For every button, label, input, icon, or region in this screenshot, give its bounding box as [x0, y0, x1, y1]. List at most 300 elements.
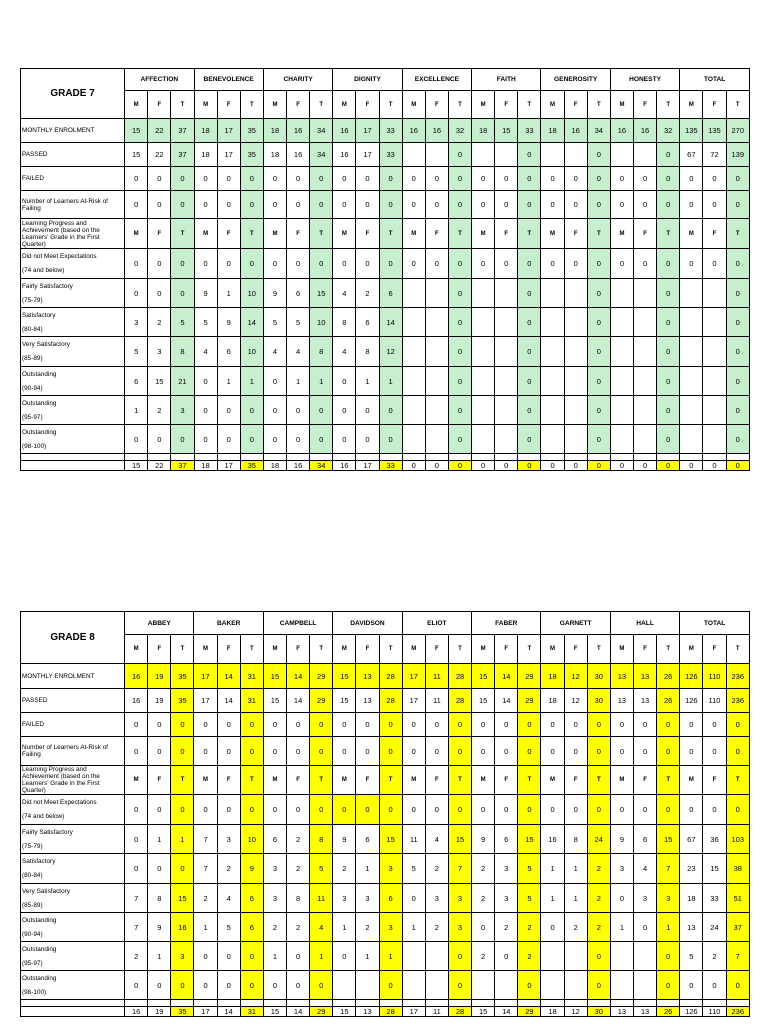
data-cell: [541, 367, 564, 396]
section-header-row: [21, 69, 750, 91]
data-cell: 1: [356, 854, 379, 884]
data-cell: 110: [703, 664, 726, 689]
section-name: BENEVOLENCE: [194, 69, 263, 91]
data-cell: 12: [564, 664, 587, 689]
data-cell: 0: [518, 425, 541, 454]
data-cell: 14: [495, 1007, 518, 1017]
gender-column-header: M: [472, 635, 495, 664]
data-cell: 8: [148, 884, 171, 913]
data-cell: [425, 942, 448, 971]
data-cell: 37: [726, 913, 749, 942]
data-cell: [402, 279, 425, 308]
data-cell: [703, 337, 726, 367]
data-cell: [472, 454, 495, 461]
grade-title: GRADE 7: [21, 69, 125, 119]
data-cell: 2: [587, 854, 610, 884]
data-cell: [634, 454, 657, 461]
data-cell: 0: [518, 971, 541, 1000]
grade-8-table: [20, 611, 750, 1017]
data-cell: [217, 454, 240, 461]
data-cell: 0: [148, 854, 171, 884]
mft-header-row: [21, 91, 750, 119]
data-cell: 17: [356, 461, 379, 471]
data-cell: 1: [333, 913, 356, 942]
data-cell: 1: [310, 942, 333, 971]
data-cell: 0: [310, 795, 333, 825]
data-cell: [425, 279, 448, 308]
data-cell: 14: [287, 1007, 310, 1017]
data-cell: 6: [125, 367, 148, 396]
row-label: [21, 825, 125, 854]
data-cell: 0: [657, 396, 680, 425]
data-cell: 0: [171, 249, 194, 279]
row-label-range: (85-89): [22, 901, 43, 909]
data-cell: 13: [633, 1007, 656, 1017]
data-cell: 28: [448, 1007, 471, 1017]
data-cell: 0: [448, 795, 471, 825]
data-cell: 4: [287, 337, 310, 367]
data-cell: [495, 1000, 518, 1007]
data-cell: 16: [287, 119, 310, 143]
data-cell: [472, 143, 495, 167]
gender-column-header: T: [171, 635, 194, 664]
data-cell: 3: [263, 854, 286, 884]
data-cell: 22: [148, 119, 171, 143]
data-cell: 4: [263, 337, 286, 367]
data-cell: 2: [125, 942, 148, 971]
gender-column-header: T: [379, 635, 402, 664]
data-cell: 8: [310, 337, 333, 367]
data-cell: 0: [217, 795, 240, 825]
row-label-text: Fairly Satisfactory: [22, 828, 73, 836]
data-cell: 13: [610, 689, 633, 713]
data-cell: 16: [541, 825, 564, 854]
data-cell: 14: [217, 664, 240, 689]
data-cell: [356, 971, 379, 1000]
gender-column-header: M: [125, 635, 148, 664]
data-cell: 0: [263, 249, 286, 279]
section-name: GARNETT: [541, 612, 610, 635]
data-cell: [310, 1000, 333, 1007]
gender-column-header: F: [633, 635, 656, 664]
data-cell: 1: [356, 367, 379, 396]
gender-column-header: F: [634, 219, 657, 249]
data-cell: 0: [448, 249, 471, 279]
data-cell: 31: [240, 689, 263, 713]
data-cell: 0: [657, 713, 680, 737]
data-cell: 0: [425, 713, 448, 737]
data-cell: 24: [703, 913, 726, 942]
data-cell: 15: [379, 825, 402, 854]
data-cell: 0: [310, 971, 333, 1000]
data-cell: 0: [194, 713, 217, 737]
data-cell: 3: [633, 884, 656, 913]
data-cell: 15: [472, 689, 495, 713]
data-cell: 0: [217, 249, 240, 279]
data-cell: [402, 1000, 425, 1007]
data-cell: [356, 1000, 379, 1007]
data-cell: 0: [610, 713, 633, 737]
gender-column-header: T: [310, 766, 333, 795]
data-cell: 14: [287, 689, 310, 713]
data-cell: 0: [333, 795, 356, 825]
section-name: AFFECTION: [125, 69, 194, 91]
gender-column-header: M: [541, 635, 564, 664]
data-cell: 0: [448, 942, 471, 971]
data-cell: 135: [703, 119, 726, 143]
data-cell: 0: [472, 191, 495, 219]
data-cell: 0: [240, 713, 263, 737]
data-cell: 15: [657, 825, 680, 854]
data-cell: 16: [564, 119, 587, 143]
data-cell: 0: [310, 191, 333, 219]
data-cell: [680, 279, 703, 308]
gender-column-header: T: [587, 766, 610, 795]
table-row: [21, 308, 750, 337]
data-cell: 0: [633, 913, 656, 942]
data-cell: 0: [657, 971, 680, 1000]
data-cell: [564, 425, 587, 454]
data-cell: 2: [287, 825, 310, 854]
row-label-range: (90-94): [22, 930, 43, 938]
data-cell: [564, 143, 587, 167]
data-cell: 2: [333, 854, 356, 884]
data-cell: 0: [287, 191, 310, 219]
data-cell: 30: [587, 664, 610, 689]
data-cell: 0: [379, 249, 402, 279]
data-cell: 17: [194, 689, 217, 713]
data-cell: 0: [703, 713, 726, 737]
data-cell: 0: [518, 396, 541, 425]
data-cell: 22: [148, 143, 171, 167]
data-cell: 0: [402, 713, 425, 737]
data-cell: 0: [703, 971, 726, 1000]
data-cell: 6: [356, 825, 379, 854]
data-cell: 0: [402, 167, 425, 191]
data-cell: [633, 1000, 656, 1007]
data-cell: 0: [148, 713, 171, 737]
data-cell: 7: [194, 825, 217, 854]
data-cell: [564, 279, 587, 308]
data-cell: 28: [379, 689, 402, 713]
data-cell: 9: [472, 825, 495, 854]
data-cell: [541, 279, 564, 308]
row-label-text: Outstanding: [22, 370, 57, 378]
data-cell: [541, 942, 564, 971]
data-cell: 0: [472, 249, 495, 279]
data-cell: 0: [657, 337, 680, 367]
row-label-range: (98-100): [22, 442, 47, 450]
data-cell: 0: [657, 795, 680, 825]
data-cell: 16: [333, 119, 356, 143]
data-cell: [518, 454, 541, 461]
row-label: Learning Progress and Achievement (based on the Learners' Grade in the First Quarter): [21, 219, 125, 249]
data-cell: 0: [564, 191, 587, 219]
data-cell: 0: [263, 795, 286, 825]
gender-column-header: T: [240, 635, 263, 664]
row-label-text: Fairly Satisfactory: [22, 282, 73, 290]
data-cell: 0: [402, 737, 425, 766]
data-cell: [541, 396, 564, 425]
data-cell: 1: [379, 367, 402, 396]
data-cell: 236: [726, 1007, 749, 1017]
row-label: [21, 279, 125, 308]
data-cell: [564, 942, 587, 971]
data-cell: 18: [263, 119, 286, 143]
data-cell: 8: [171, 337, 194, 367]
data-cell: 0: [541, 795, 564, 825]
data-cell: [310, 454, 333, 461]
data-cell: 14: [240, 308, 263, 337]
data-cell: 0: [634, 249, 657, 279]
data-cell: 16: [402, 119, 425, 143]
data-cell: 0: [587, 167, 610, 191]
data-cell: [541, 971, 564, 1000]
data-cell: 0: [726, 167, 749, 191]
data-cell: 0: [125, 795, 148, 825]
data-cell: 4: [194, 337, 217, 367]
data-cell: [703, 367, 726, 396]
data-cell: 0: [171, 425, 194, 454]
section-name: ABBEY: [125, 612, 194, 635]
data-cell: 2: [564, 913, 587, 942]
data-cell: 0: [148, 425, 171, 454]
data-cell: 139: [726, 143, 749, 167]
data-cell: 0: [610, 249, 633, 279]
data-cell: 0: [240, 425, 263, 454]
data-cell: 0: [171, 971, 194, 1000]
data-cell: [610, 279, 633, 308]
data-cell: 0: [726, 308, 749, 337]
data-cell: 6: [263, 825, 286, 854]
data-cell: 0: [518, 249, 541, 279]
gender-column-header: T: [726, 219, 749, 249]
data-cell: 4: [333, 337, 356, 367]
data-cell: 0: [333, 942, 356, 971]
data-cell: 22: [148, 461, 171, 471]
data-cell: 0: [726, 461, 749, 471]
row-label: [21, 367, 125, 396]
gender-column-header: M: [402, 635, 425, 664]
data-cell: 15: [472, 664, 495, 689]
data-cell: 15: [263, 1007, 286, 1017]
data-cell: 14: [495, 664, 518, 689]
data-cell: 0: [125, 279, 148, 308]
data-cell: 31: [240, 1007, 263, 1017]
data-cell: [587, 454, 610, 461]
data-cell: [125, 454, 148, 461]
data-cell: 15: [310, 279, 333, 308]
gender-column-header: F: [356, 91, 379, 119]
data-cell: [726, 454, 749, 461]
data-cell: [634, 367, 657, 396]
data-cell: 0: [263, 191, 286, 219]
row-label-text: Did not Meet Expectations: [22, 253, 97, 260]
data-cell: 0: [657, 425, 680, 454]
data-cell: 126: [680, 689, 703, 713]
data-cell: 8: [356, 337, 379, 367]
row-label-range: (75-79): [22, 296, 43, 304]
data-cell: 7: [448, 854, 471, 884]
data-cell: 0: [518, 713, 541, 737]
data-cell: 0: [425, 461, 448, 471]
data-cell: [634, 337, 657, 367]
data-cell: [448, 454, 471, 461]
data-cell: 0: [657, 942, 680, 971]
data-cell: 0: [171, 854, 194, 884]
table-row: [21, 795, 750, 825]
data-cell: 0: [240, 795, 263, 825]
data-cell: 0: [263, 737, 286, 766]
row-label: [21, 249, 125, 279]
data-cell: 0: [495, 191, 518, 219]
data-cell: [240, 1000, 263, 1007]
section-header-row: [21, 612, 750, 635]
data-cell: 1: [125, 396, 148, 425]
data-cell: [148, 1000, 171, 1007]
data-cell: [680, 425, 703, 454]
data-cell: [472, 337, 495, 367]
data-cell: 4: [425, 825, 448, 854]
table-row: [21, 367, 750, 396]
data-cell: 0: [402, 249, 425, 279]
data-cell: 0: [333, 425, 356, 454]
data-cell: 3: [171, 942, 194, 971]
data-cell: 28: [379, 1007, 402, 1017]
data-cell: 0: [356, 191, 379, 219]
gender-column-header: F: [495, 635, 518, 664]
data-cell: [610, 308, 633, 337]
gender-column-header: F: [148, 635, 171, 664]
data-cell: 15: [125, 461, 148, 471]
table-row: [21, 689, 750, 713]
data-cell: 16: [287, 461, 310, 471]
data-cell: 11: [425, 1007, 448, 1017]
data-cell: [402, 942, 425, 971]
row-label: [21, 454, 125, 461]
data-cell: [425, 454, 448, 461]
row-label: [21, 396, 125, 425]
gender-column-header: F: [633, 766, 656, 795]
data-cell: 15: [472, 1007, 495, 1017]
row-label-text: Did not Meet Expectations: [22, 799, 97, 806]
data-cell: 34: [310, 461, 333, 471]
gender-column-header: F: [287, 91, 310, 119]
data-cell: 0: [587, 795, 610, 825]
data-cell: 2: [217, 854, 240, 884]
mft-header-row: [21, 635, 750, 664]
data-cell: 17: [194, 664, 217, 689]
data-cell: 0: [541, 249, 564, 279]
gender-column-header: F: [148, 219, 171, 249]
gender-column-header: T: [448, 766, 471, 795]
data-cell: 0: [657, 367, 680, 396]
data-cell: 0: [425, 795, 448, 825]
data-cell: 0: [726, 795, 749, 825]
gender-column-header: M: [333, 766, 356, 795]
data-cell: 0: [217, 191, 240, 219]
data-cell: 3: [379, 913, 402, 942]
table-row: [21, 191, 750, 219]
data-cell: [541, 425, 564, 454]
data-cell: 10: [240, 279, 263, 308]
data-cell: 0: [587, 249, 610, 279]
gender-column-header: F: [148, 766, 171, 795]
gender-column-header: T: [587, 91, 610, 119]
gender-column-header: F: [217, 635, 240, 664]
data-cell: 0: [379, 396, 402, 425]
data-cell: 0: [495, 167, 518, 191]
data-cell: 4: [633, 854, 656, 884]
data-cell: [171, 1000, 194, 1007]
data-cell: 6: [379, 279, 402, 308]
gender-column-header: T: [448, 219, 471, 249]
data-cell: 2: [287, 854, 310, 884]
table-row: [21, 219, 750, 249]
data-cell: 0: [680, 461, 703, 471]
data-cell: 0: [379, 167, 402, 191]
data-cell: 0: [518, 337, 541, 367]
data-cell: 9: [240, 854, 263, 884]
gender-column-header: F: [287, 635, 310, 664]
section-name: DAVIDSON: [333, 612, 402, 635]
gender-column-header: F: [703, 219, 726, 249]
data-cell: 35: [171, 689, 194, 713]
data-cell: 0: [726, 713, 749, 737]
table-row: [21, 737, 750, 766]
gender-column-header: F: [634, 91, 657, 119]
data-cell: 17: [217, 143, 240, 167]
data-cell: 0: [448, 971, 471, 1000]
data-cell: [194, 1000, 217, 1007]
data-cell: 13: [356, 689, 379, 713]
data-cell: 0: [148, 279, 171, 308]
gender-column-header: T: [448, 635, 471, 664]
section-name: CHARITY: [263, 69, 332, 91]
data-cell: 18: [194, 143, 217, 167]
gender-column-header: F: [703, 91, 726, 119]
data-cell: 18: [680, 884, 703, 913]
row-label: [21, 884, 125, 913]
data-cell: 3: [657, 884, 680, 913]
data-cell: 29: [518, 1007, 541, 1017]
gender-column-header: M: [194, 635, 217, 664]
data-cell: 37: [171, 119, 194, 143]
data-cell: 16: [287, 143, 310, 167]
data-cell: 0: [448, 713, 471, 737]
data-cell: 15: [125, 119, 148, 143]
data-cell: 0: [148, 167, 171, 191]
data-cell: 270: [726, 119, 749, 143]
data-cell: 17: [356, 143, 379, 167]
data-cell: 15: [333, 689, 356, 713]
row-label-text: Outstanding: [22, 974, 57, 982]
data-cell: 9: [333, 825, 356, 854]
gender-column-header: F: [564, 766, 587, 795]
data-cell: 28: [448, 664, 471, 689]
data-cell: 0: [518, 737, 541, 766]
data-cell: 0: [680, 971, 703, 1000]
data-cell: 7: [125, 913, 148, 942]
data-cell: 10: [240, 337, 263, 367]
data-cell: 0: [587, 191, 610, 219]
data-cell: 26: [657, 689, 680, 713]
data-cell: 0: [680, 713, 703, 737]
gender-column-header: F: [703, 635, 726, 664]
gender-column-header: M: [680, 635, 703, 664]
row-label-range: (74 and below): [22, 267, 65, 274]
data-cell: 0: [448, 143, 471, 167]
